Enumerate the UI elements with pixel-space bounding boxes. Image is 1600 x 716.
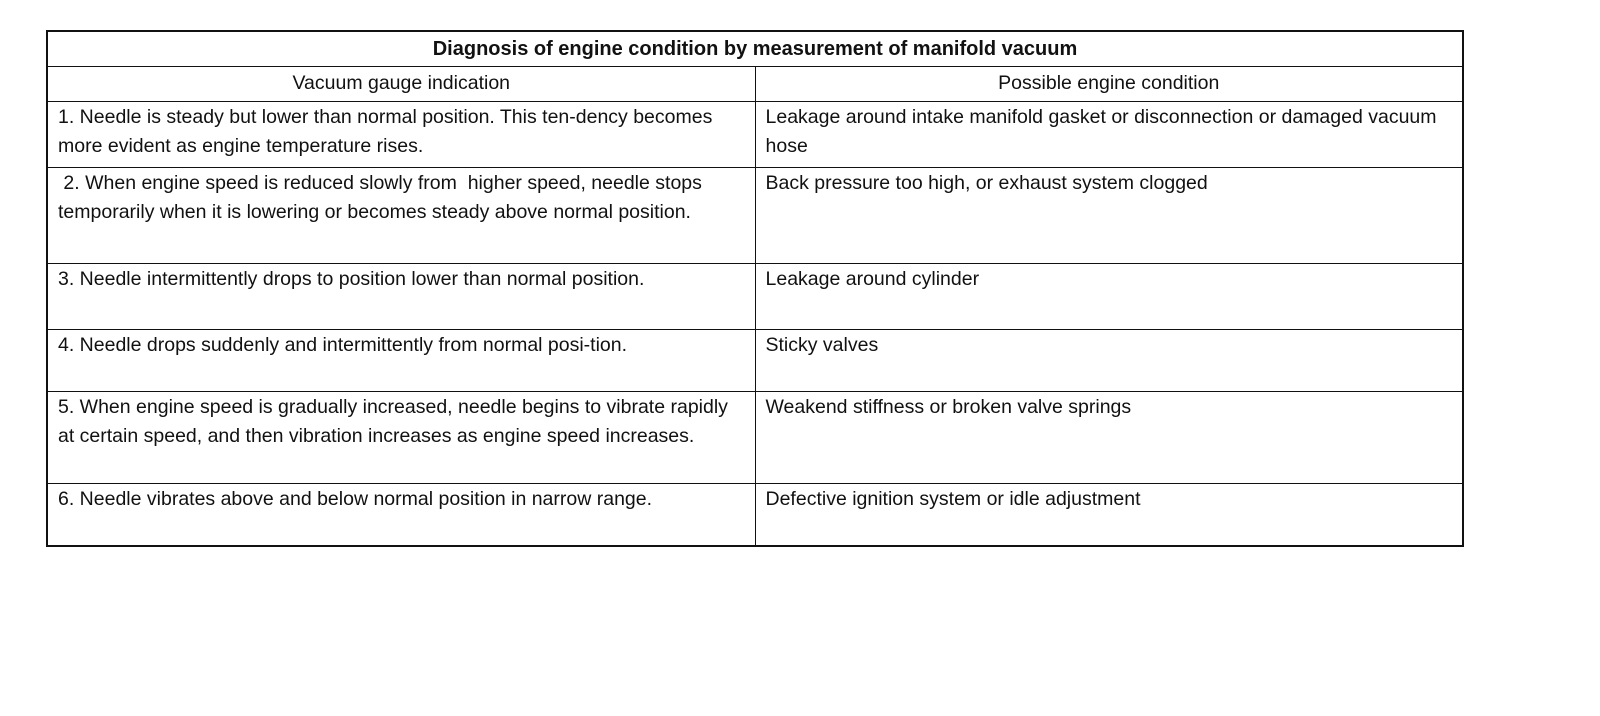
table-title: Diagnosis of engine condition by measurement of manifold vacuum (47, 31, 1463, 67)
condition-cell: Defective ignition system or idle adjustment (755, 484, 1463, 546)
condition-cell: Weakend stiffness or broken valve springs (755, 392, 1463, 484)
table-header-row (47, 67, 1463, 102)
column-header-condition: Possible engine condition (755, 67, 1463, 102)
indication-cell: 5. When engine speed is gradually increased, needle begins to vibrate rapidly at certain speed, and then vibration increases as engine speed increases. (47, 392, 755, 484)
condition-cell: Leakage around intake manifold gasket or disconnection or damaged vacuum hose (755, 102, 1463, 168)
table-row (47, 392, 1463, 484)
indication-cell: 4. Needle drops suddenly and intermittently from normal posi-tion. (47, 330, 755, 392)
diagnosis-table (46, 30, 1464, 547)
table-title-row (47, 31, 1463, 67)
condition-cell: Sticky valves (755, 330, 1463, 392)
indication-cell: 3. Needle intermittently drops to position lower than normal position. (47, 264, 755, 330)
table-row (47, 102, 1463, 168)
table-row (47, 168, 1463, 264)
column-header-indication: Vacuum gauge indication (47, 67, 755, 102)
table-row (47, 484, 1463, 546)
diagnosis-table-container (46, 30, 1462, 547)
table-row (47, 264, 1463, 330)
indication-cell: 6. Needle vibrates above and below normal position in narrow range. (47, 484, 755, 546)
indication-cell: 1. Needle is steady but lower than normal position. This ten-dency becomes more evident as engine temperature rises. (47, 102, 755, 168)
table-row (47, 330, 1463, 392)
indication-cell: 2. When engine speed is reduced slowly from higher speed, needle stops temporarily when it is lowering or becomes steady above normal position. (47, 168, 755, 264)
condition-cell: Leakage around cylinder (755, 264, 1463, 330)
condition-cell: Back pressure too high, or exhaust system clogged (755, 168, 1463, 264)
